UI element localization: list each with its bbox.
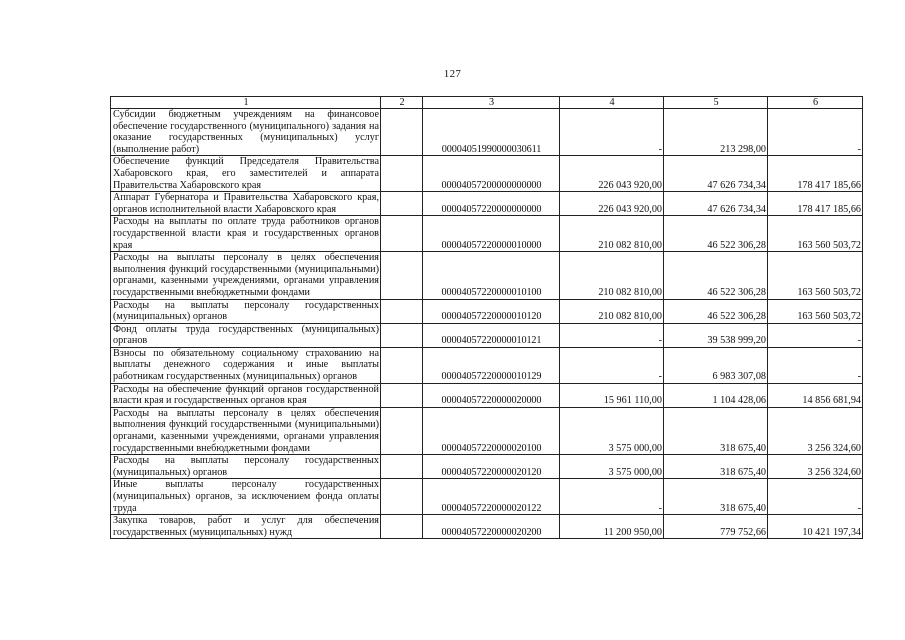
row-plan: 3 575 000,00 bbox=[560, 407, 664, 454]
row-code: 00004057220000010000 bbox=[423, 216, 560, 252]
row-fact: 318 675,40 bbox=[664, 455, 768, 479]
row-plan: 226 043 920,00 bbox=[560, 192, 664, 216]
row-rest: - bbox=[768, 347, 863, 383]
row-name: Закупка товаров, работ и услуг для обеспечения государственных (муниципальных) нужд bbox=[111, 515, 381, 539]
page-number: 127 bbox=[443, 68, 462, 80]
header-row bbox=[111, 97, 863, 109]
row-plan: 210 082 810,00 bbox=[560, 299, 664, 323]
row-fact: 1 104 428,06 bbox=[664, 383, 768, 407]
row-code: 00004057220000010100 bbox=[423, 252, 560, 299]
row-rest: 14 856 681,94 bbox=[768, 383, 863, 407]
row-fact: 46 522 306,28 bbox=[664, 216, 768, 252]
row-name: Расходы на выплаты по оплате труда работников органов государственной власти края и государственных органов края bbox=[111, 216, 381, 252]
row-rest: 163 560 503,72 bbox=[768, 216, 863, 252]
row-rest: 10 421 197,34 bbox=[768, 515, 863, 539]
row-plan: 3 575 000,00 bbox=[560, 455, 664, 479]
column-header-3: 3 bbox=[423, 97, 560, 109]
row-code: 00004057220000000000 bbox=[423, 192, 560, 216]
row-fact: 47 626 734,34 bbox=[664, 192, 768, 216]
row-name: Субсидии бюджетным учреждениям на финансовое обеспечение государственного (муниципального) задания на оказание государственных (муниципальных) услуг (выполнение работ) bbox=[111, 109, 381, 156]
column-header-5: 5 bbox=[664, 97, 768, 109]
row-rest: - bbox=[768, 479, 863, 515]
row-col2 bbox=[381, 299, 423, 323]
row-rest: 3 256 324,60 bbox=[768, 455, 863, 479]
row-col2 bbox=[381, 109, 423, 156]
row-plan: 11 200 950,00 bbox=[560, 515, 664, 539]
table-row bbox=[111, 192, 863, 216]
table-row bbox=[111, 455, 863, 479]
row-code: 00004057220000020000 bbox=[423, 383, 560, 407]
row-col2 bbox=[381, 252, 423, 299]
row-col2 bbox=[381, 479, 423, 515]
table-row bbox=[111, 407, 863, 454]
table-row bbox=[111, 156, 863, 192]
table-row bbox=[111, 216, 863, 252]
row-name: Фонд оплаты труда государственных (муниципальных) органов bbox=[111, 323, 381, 347]
row-fact: 46 522 306,28 bbox=[664, 252, 768, 299]
row-name: Расходы на выплаты персоналу государственных (муниципальных) органов bbox=[111, 299, 381, 323]
row-col2 bbox=[381, 323, 423, 347]
row-plan: 210 082 810,00 bbox=[560, 216, 664, 252]
row-rest: - bbox=[768, 109, 863, 156]
row-rest: 178 417 185,66 bbox=[768, 156, 863, 192]
row-code: 00004057220000020122 bbox=[423, 479, 560, 515]
row-rest: 163 560 503,72 bbox=[768, 299, 863, 323]
row-col2 bbox=[381, 515, 423, 539]
column-header-1: 1 bbox=[111, 97, 381, 109]
row-col2 bbox=[381, 407, 423, 454]
row-plan: - bbox=[560, 323, 664, 347]
row-fact: 318 675,40 bbox=[664, 479, 768, 515]
table-row bbox=[111, 515, 863, 539]
row-rest: 163 560 503,72 bbox=[768, 252, 863, 299]
row-col2 bbox=[381, 192, 423, 216]
table-row bbox=[111, 479, 863, 515]
row-name: Иные выплаты персоналу государственных (муниципальных) органов, за исключением фонда оплаты труда bbox=[111, 479, 381, 515]
row-fact: 47 626 734,34 bbox=[664, 156, 768, 192]
row-fact: 318 675,40 bbox=[664, 407, 768, 454]
row-code: 00004057220000010120 bbox=[423, 299, 560, 323]
row-col2 bbox=[381, 383, 423, 407]
row-name: Обеспечение функций Председателя Правительства Хабаровского края, его заместителей и аппарата Правительства Хабаровского края bbox=[111, 156, 381, 192]
row-plan: - bbox=[560, 109, 664, 156]
row-code: 00004057220000020200 bbox=[423, 515, 560, 539]
row-fact: 6 983 307,08 bbox=[664, 347, 768, 383]
row-rest: - bbox=[768, 323, 863, 347]
row-col2 bbox=[381, 156, 423, 192]
row-plan: 226 043 920,00 bbox=[560, 156, 664, 192]
row-name: Расходы на выплаты персоналу государственных (муниципальных) органов bbox=[111, 455, 381, 479]
row-col2 bbox=[381, 216, 423, 252]
table-row bbox=[111, 299, 863, 323]
row-name: Расходы на выплаты персоналу в целях обеспечения выполнения функций государственными (муниципальными) органами, казенными учреждениями, органами управления государственными внебюджетными фондами bbox=[111, 252, 381, 299]
row-fact: 213 298,00 bbox=[664, 109, 768, 156]
column-header-4: 4 bbox=[560, 97, 664, 109]
row-fact: 779 752,66 bbox=[664, 515, 768, 539]
row-name: Расходы на выплаты персоналу в целях обеспечения выполнения функций государственными (муниципальными) органами, казенными учреждениями, органами управления государственными внебюджетными фондами bbox=[111, 407, 381, 454]
row-plan: - bbox=[560, 479, 664, 515]
table-row bbox=[111, 383, 863, 407]
row-plan: 210 082 810,00 bbox=[560, 252, 664, 299]
row-name: Аппарат Губернатора и Правительства Хабаровского края, органов исполнительной власти Хабаровского края bbox=[111, 192, 381, 216]
row-code: 00004057220000020100 bbox=[423, 407, 560, 454]
budget-table bbox=[110, 96, 863, 539]
column-header-6: 6 bbox=[768, 97, 863, 109]
row-name: Взносы по обязательному социальному страхованию на выплаты денежного содержания и иные выплаты работникам государственных (муниципальных) органов bbox=[111, 347, 381, 383]
column-header-2: 2 bbox=[381, 97, 423, 109]
row-fact: 39 538 999,20 bbox=[664, 323, 768, 347]
row-code: 00004057220000010121 bbox=[423, 323, 560, 347]
row-code: 00004057220000020120 bbox=[423, 455, 560, 479]
row-code: 00004057200000000000 bbox=[423, 156, 560, 192]
row-code: 00004057220000010129 bbox=[423, 347, 560, 383]
row-rest: 178 417 185,66 bbox=[768, 192, 863, 216]
row-col2 bbox=[381, 455, 423, 479]
row-name: Расходы на обеспечение функций органов государственной власти края и государственных органов края bbox=[111, 383, 381, 407]
row-code: 00004051990000030611 bbox=[423, 109, 560, 156]
table-row bbox=[111, 109, 863, 156]
table-row bbox=[111, 323, 863, 347]
row-rest: 3 256 324,60 bbox=[768, 407, 863, 454]
row-col2 bbox=[381, 347, 423, 383]
row-plan: 15 961 110,00 bbox=[560, 383, 664, 407]
row-plan: - bbox=[560, 347, 664, 383]
table-row bbox=[111, 252, 863, 299]
row-fact: 46 522 306,28 bbox=[664, 299, 768, 323]
table-row bbox=[111, 347, 863, 383]
